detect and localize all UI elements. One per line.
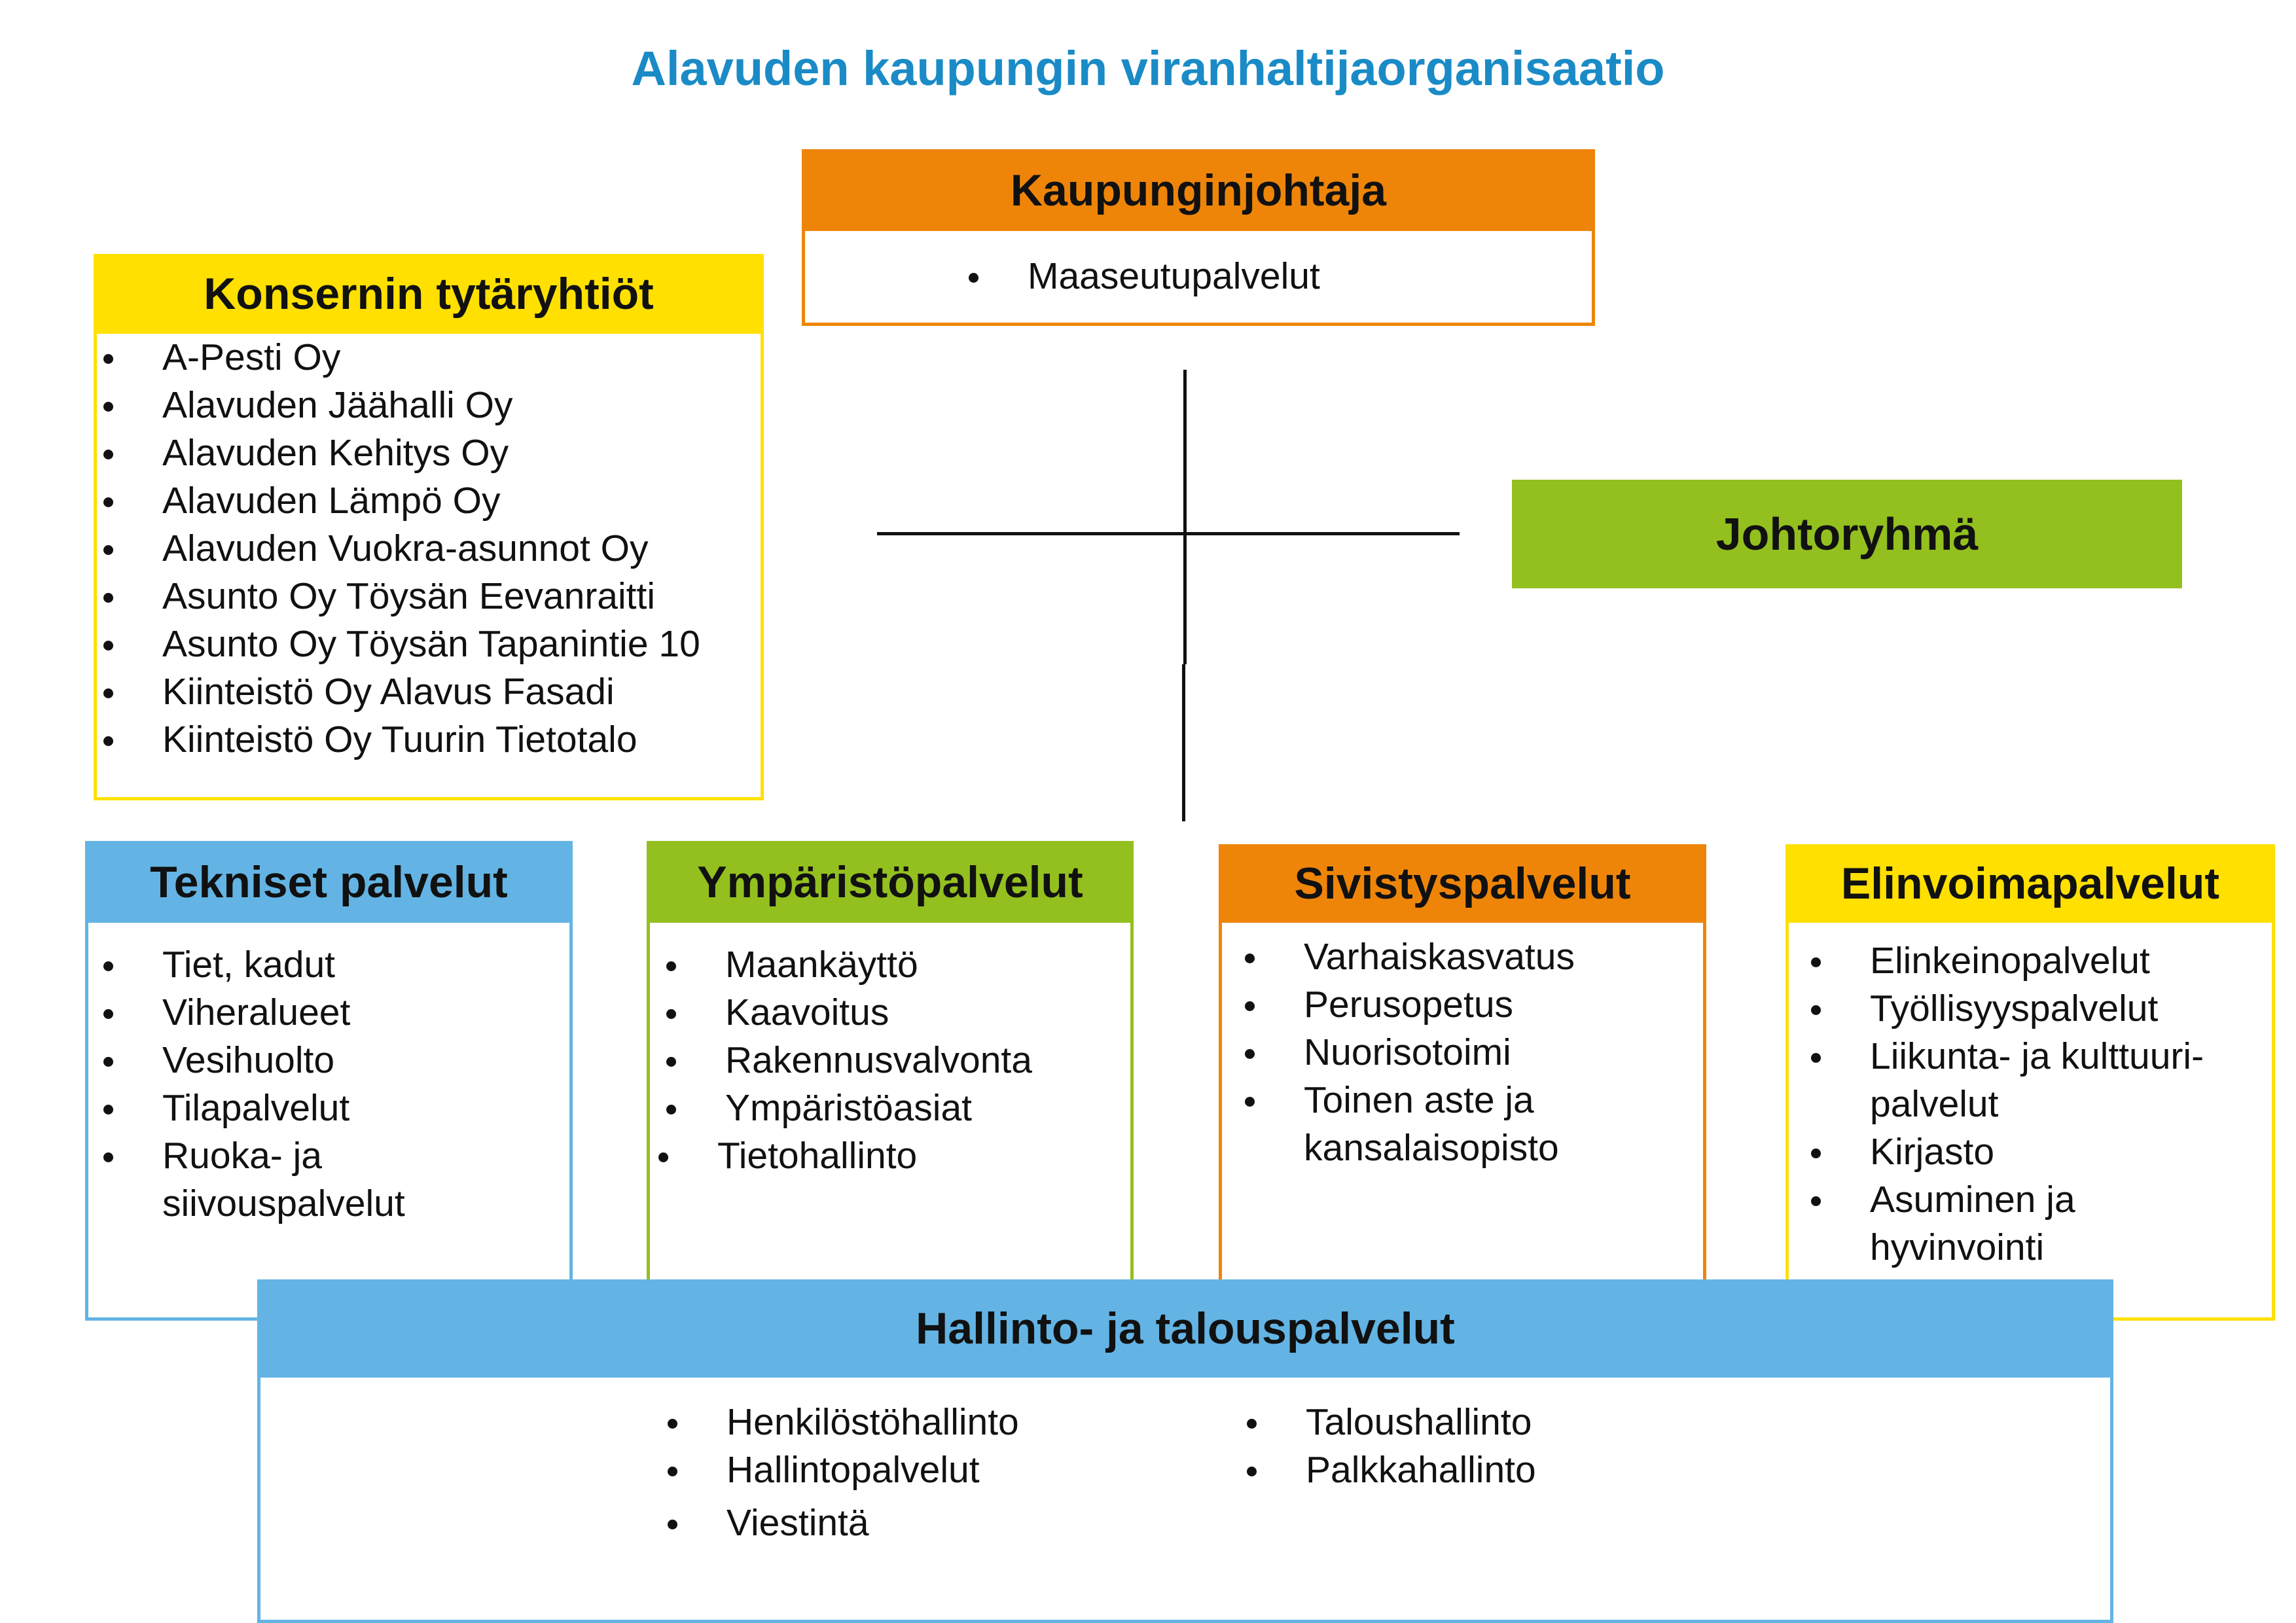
list-item: Asuminen ja [1870,1176,2204,1224]
list-item: Maaseutupalvelut [1028,253,1320,300]
list-item: Alavuden Jäähalli Oy [162,382,700,429]
list-item: A-Pesti Oy [162,334,700,382]
list-item-continuation: kansalaisopisto [1304,1127,1559,1169]
hallinto-list-right [1306,1399,1536,1494]
connector-vertical-lower [1182,664,1185,821]
list-item: Kiinteistö Oy Tuurin Tietotalo [162,716,700,764]
tekniset-box [85,841,573,1321]
list-item: Elinkeinopalvelut [1870,937,2204,985]
konserni-box [94,254,764,800]
elinvoima-header [1785,844,2275,923]
list-item: Tietohallinto [717,1132,1032,1180]
hallinto-header [257,1279,2113,1378]
sivistys-box [1219,844,1706,1351]
list-item: Ympäristöasiat [725,1084,1032,1132]
list-item: Palkkahallinto [1306,1446,1536,1494]
list-item: Asunto Oy Töysän Eevanraitti [162,573,700,620]
connector-vertical-upper [1183,370,1187,664]
list-item: Perusopetus [1304,981,1575,1029]
johtoryhma-title: Johtoryhmä [1715,508,1979,560]
elinvoima-box [1785,844,2275,1321]
hallinto-box [257,1279,2113,1623]
list-item: Varhaiskasvatus [1304,933,1575,981]
list-item: Tiet, kadut [162,941,405,989]
sivistys-header [1219,844,1706,923]
list-item-continuation: hyvinvointi [1870,1226,2045,1268]
johtoryhma-box [1512,480,2182,588]
tekniset-list [162,941,405,1228]
list-item: Ruoka- ja [162,1132,405,1180]
konserni-header [94,254,764,334]
konserni-list [162,334,700,764]
ymparisto-list [717,941,1032,1180]
list-item: Alavuden Vuokra-asunnot Oy [162,525,700,573]
connector-horizontal [877,532,1460,535]
list-item: Alavuden Lämpö Oy [162,477,700,525]
list-item: Kaavoitus [725,989,1032,1037]
list-item: Henkilöstöhallinto [726,1399,1019,1446]
tekniset-title: Tekniset palvelut [150,857,508,907]
list-item: Työllisyyspalvelut [1870,985,2204,1033]
list-item: Tilapalvelut [162,1084,405,1132]
list-item: Viestintä [726,1499,1019,1547]
kaupunginjohtaja-list [1028,253,1320,300]
tekniset-header [85,841,573,923]
list-item: Maankäyttö [725,941,1032,989]
list-item: Toinen aste ja [1304,1077,1575,1124]
list-item: Asunto Oy Töysän Tapanintie 10 [162,620,700,668]
list-item: Nuorisotoimi [1304,1029,1575,1077]
ymparisto-box [647,841,1134,1351]
list-item: Liikunta- ja kulttuuri- [1870,1033,2204,1080]
sivistys-title: Sivistyspalvelut [1294,859,1631,908]
list-item-continuation: siivouspalvelut [162,1183,405,1224]
kaupunginjohtaja-title: Kaupunginjohtaja [1010,165,1387,215]
list-item: Vesihuolto [162,1037,405,1084]
ymparisto-header [647,841,1134,923]
hallinto-title: Hallinto- ja talouspalvelut [916,1304,1455,1353]
list-item: Viheralueet [162,989,405,1037]
list-item: Rakennusvalvonta [725,1037,1032,1084]
elinvoima-title: Elinvoimapalvelut [1840,859,2220,908]
list-item: Kiinteistö Oy Alavus Fasadi [162,668,700,716]
list-item: Alavuden Kehitys Oy [162,429,700,477]
kaupunginjohtaja-box [802,149,1595,326]
list-item: Taloushallinto [1306,1399,1536,1446]
elinvoima-list [1870,937,2204,1272]
konserni-title: Konsernin tytäryhtiöt [204,269,654,319]
page-title: Alavuden kaupungin viranhaltijaorganisaatio [631,41,1665,96]
kaupunginjohtaja-header [802,149,1595,231]
sivistys-list [1304,933,1575,1172]
list-item: Hallintopalvelut [726,1446,1019,1494]
list-item: Kirjasto [1870,1128,2204,1176]
hallinto-list-left [726,1399,1019,1547]
list-item-continuation: palvelut [1870,1083,1999,1125]
ymparisto-title: Ympäristöpalvelut [697,857,1083,907]
